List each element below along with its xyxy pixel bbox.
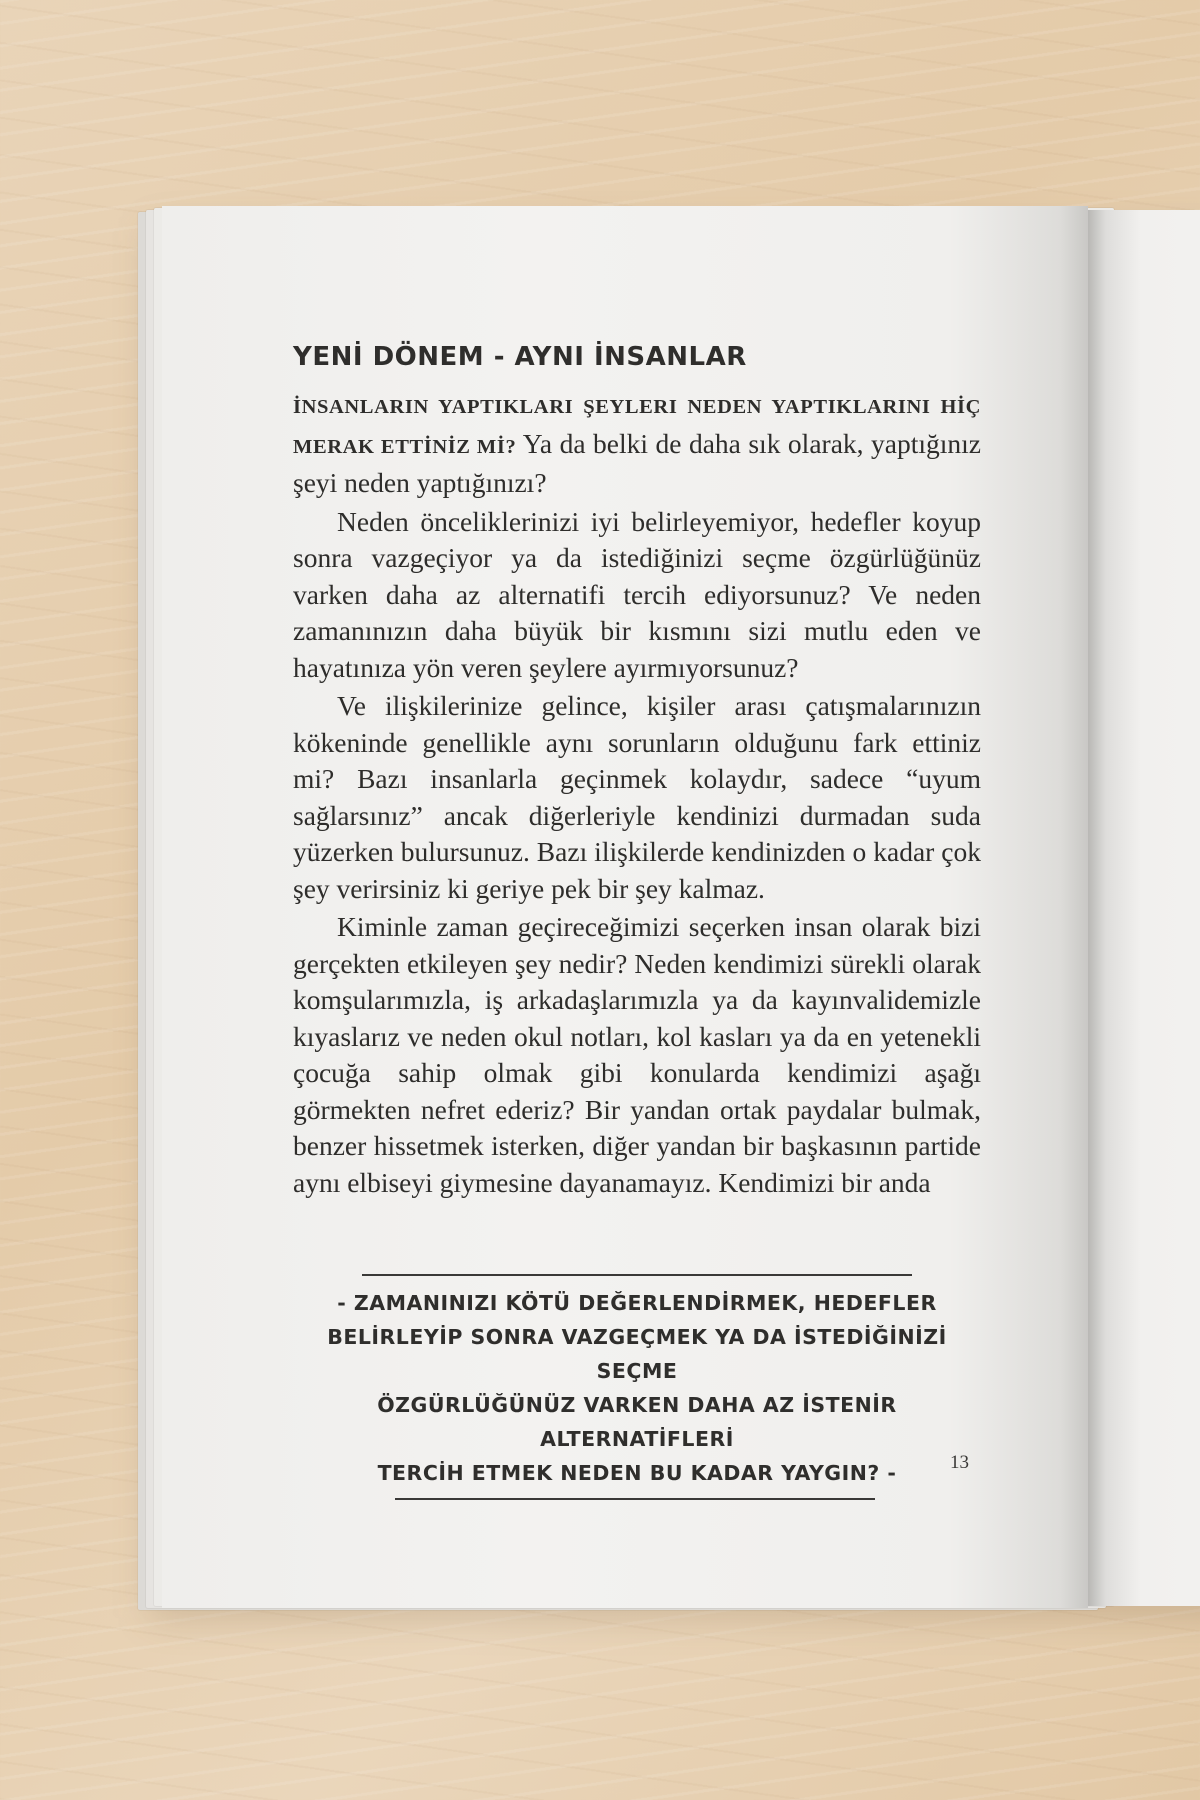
facing-page [1088, 210, 1200, 1606]
paragraph [293, 386, 981, 502]
pull-quote-line: BELİRLEYİP SONRA VAZGEÇMEK YA DA İSTEDİĞİNİZİ SEÇME [327, 1325, 947, 1383]
page-number: 13 [950, 1452, 969, 1473]
page-content [293, 340, 981, 1203]
chapter-heading: YENİ DÖNEM - AYNI İNSANLAR [293, 342, 747, 372]
pull-quote-line: TERCİH ETMEK NEDEN BU KADAR YAYGIN? - [377, 1461, 897, 1485]
paragraph: Ve ilişkilerinize gelince, kişiler arası çatışmalarınızın kökeninde genellikle aynı sorunların olduğunu fark ettiniz mi? Bazı insanlarla geçinmek kolaydır, sadece “uyum sağlarsınız” ancak diğerleriyle kendinizi durmadan suda yüzerken bulursunuz. Bazı ilişkilerde kendinizden o kadar çok şey verirsiniz ki geriye pek bir şey kalmaz. [293, 690, 981, 904]
pull-quote-line: ÖZGÜRLÜĞÜNÜZ VARKEN DAHA AZ İSTENİR ALTERNATİFLERİ [377, 1393, 897, 1451]
pull-quote-text [293, 1276, 981, 1498]
pull-quote [293, 1274, 981, 1500]
paragraph: Neden önceliklerinizi iyi belirleyemiyor, hedefler koyup sonra vazgeçiyor ya da istediğinizi seçme özgürlüğünüz varken daha az alternatifi tercih ediyorsunuz? Ve neden zamanınızın daha büyük bir kısmını sizi mutlu eden ve hayatınıza yön veren şeylere ayırmıyorsunuz? [293, 505, 981, 683]
lead-in-caps: İNSANLARIN YAPTIKLARI ŞEYLERI NEDEN YAPTIKLARINI HİÇ MERAK ETTİNİZ Mİ? [293, 396, 981, 458]
body-text [293, 386, 981, 1201]
pull-quote-line: - ZAMANINIZI KÖTÜ DEĞERLENDİRMEK, HEDEFLER [337, 1291, 937, 1315]
paragraph-text: Ya da belki de daha sık olarak, yaptığınız şeyi neden yaptığınızı? [293, 427, 981, 498]
paragraph: Kiminle zaman geçireceğimizi seçerken insan olarak bizi gerçekten etkileyen şey nedir? Neden kendimizi sürekli olarak komşularımızla, iş arkadaşlarımızla ya da kayınvalidemizle kıyaslarız ve neden okul notları, kol kasları ya da en yetenekli çocuğa sahip olmak gibi konularda kendimizi aşağı görmekten nefret ederiz? Bir yandan ortak paydalar bulmak, benzer hissetmek isterken, diğer yandan bir başkasının partide aynı elbiseyi giymesine dayanamayız. Kendimizi bir anda [293, 911, 981, 1198]
pull-quote-bottom-rule [395, 1498, 875, 1500]
